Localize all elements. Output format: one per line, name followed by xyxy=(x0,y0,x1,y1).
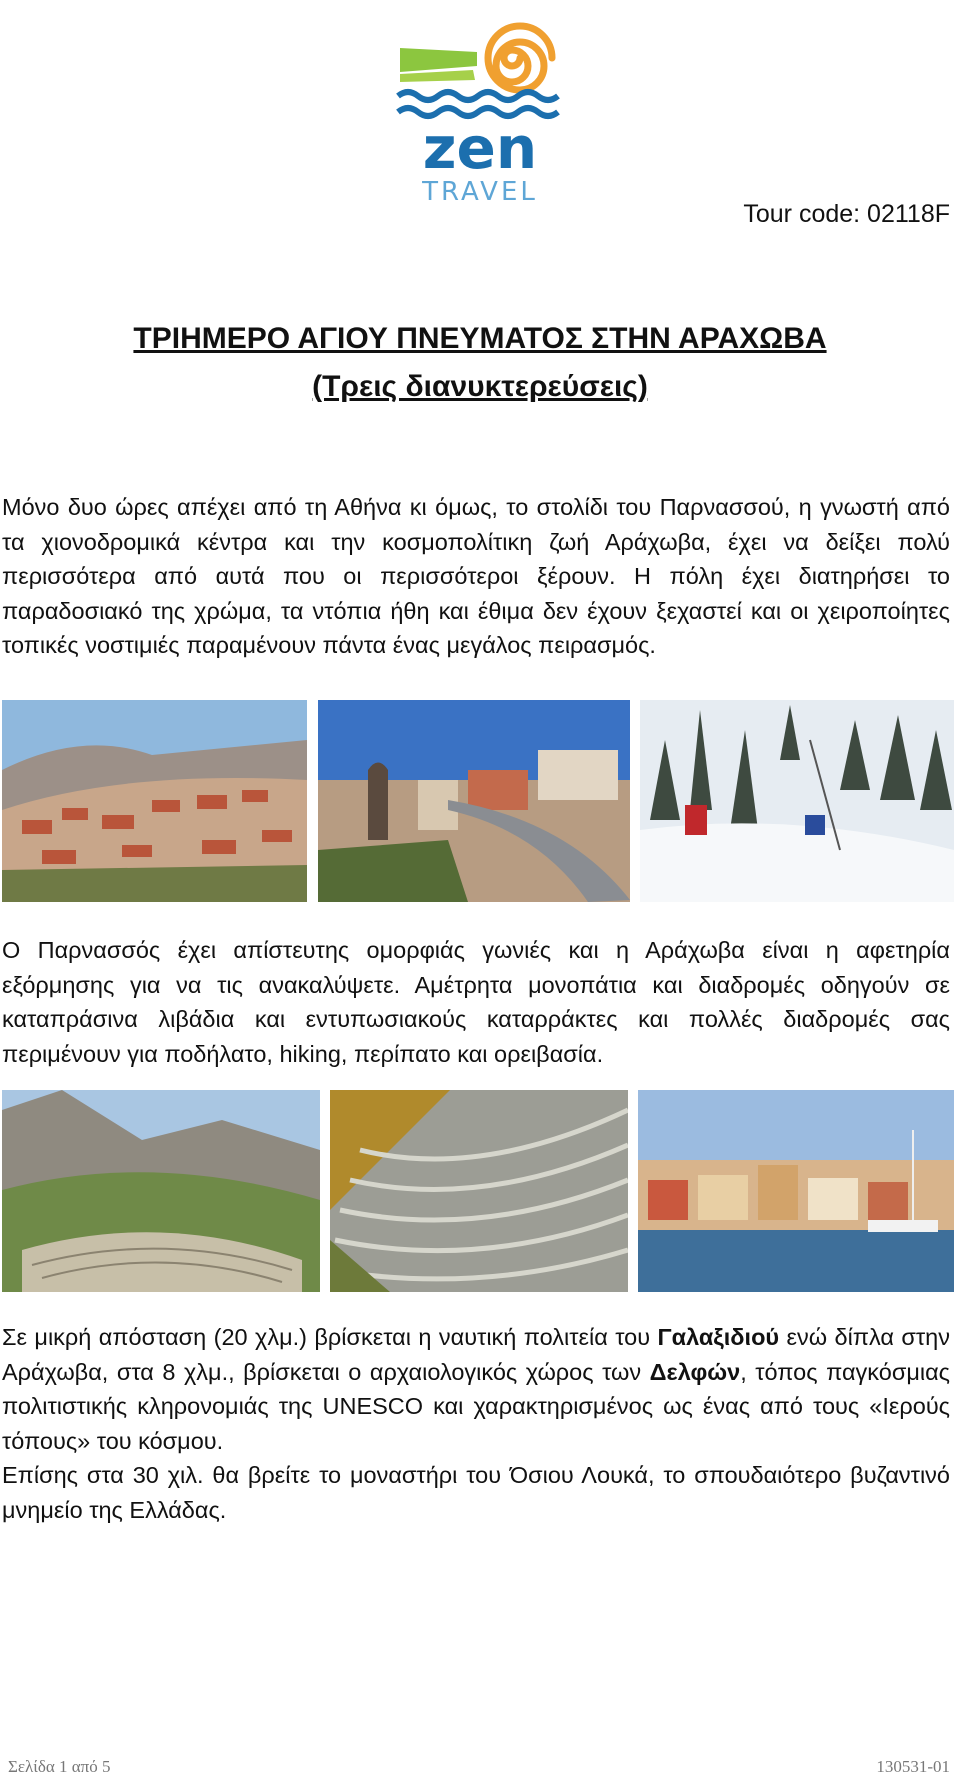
document-title: ΤΡΙΗΜΕΡΟ ΑΓΙΟΥ ΠΝΕΥΜΑΤΟΣ ΣΤΗΝ ΑΡΑΧΩΒΑ xyxy=(133,322,827,355)
parnassos-paragraph: Ο Παρνασσός έχει απίστευτης ομορφιάς γωνιές και η Αράχωβα είναι η αφετηρία εξόρμησης για να τις ανακαλύψετε. Αμέτρητα μονοπάτια και διαδρομές οδηγούν σε καταπράσινα λιβάδια και εντυπωσιακούς καταρράκτες και πολλές διαδρομές σας περιμένουν για ποδήλατο, hiking, περίπατο και ορειβασία. xyxy=(2,937,950,1067)
nearby-sites-paragraph xyxy=(2,1320,950,1527)
nearby-text-2: ενώ δίπλα στην Αράχωβα, στα 8 χλμ., βρίσκεται ο αρχαιολογικός χώρος των xyxy=(2,1324,950,1385)
delphi-photo xyxy=(2,1090,320,1292)
galaxidi-harbour-photo xyxy=(638,1090,954,1292)
tour-code: Tour code: 02118F xyxy=(743,200,950,228)
logo-wordmark: zen xyxy=(422,114,538,182)
arachova-town-photo xyxy=(2,700,307,902)
zen-travel-logo xyxy=(395,8,565,204)
ancient-theatre-photo xyxy=(330,1090,628,1292)
nearby-text-1: Σε μικρή απόσταση (20 χλμ.) βρίσκεται η ναυτική πολιτεία του xyxy=(2,1324,658,1350)
document-id: 130531-01 xyxy=(876,1757,950,1776)
nearby-text-3: , τόπος παγκόσμιας πολιτιστικής κληρονομιάς της UNESCO και χαρακτηρισμένος ως ένας από τους «Ιερούς τόπους» του κόσμου. xyxy=(2,1358,950,1454)
intro-paragraph: Μόνο δυο ώρες απέχει από τη Αθήνα κι όμως, το στολίδι του Παρνασσού, η γνωστή από τα χιονοδρομικά κέντρα και την κοσμοπολίτικη ζωή Αράχωβα, έχει να δείξει πολύ περισσότερα από αυτά που οι περισσότεροι ξέρουν. Η πόλη έχει διατηρήσει το παραδοσιακό της χρώμα, τα ντόπια ήθη και έθιμα δεν έχουν ξεχαστεί και οι χειροποίητες τοπικές νοστιμιές παραμένουν πάντα ένας μεγάλος πειρασμός. xyxy=(2,494,950,658)
arachova-clocktower-photo xyxy=(318,700,630,902)
document-subtitle: (Τρεις διανυκτερεύσεις) xyxy=(312,370,648,403)
galaxidi-highlight: Γαλαξιδιού xyxy=(657,1324,780,1350)
logo-subtext: TRAVEL xyxy=(422,177,538,204)
page-number: Σελίδα 1 από 5 xyxy=(8,1757,111,1776)
delphi-highlight: Δελφών xyxy=(649,1358,741,1385)
ski-lift-photo xyxy=(640,700,954,902)
osios-loukas-text: Επίσης στα 30 χιλ. θα βρείτε το μοναστήρι του Όσιου Λουκά, το σπουδαιότερο βυζαντινό μνημείο της Ελλάδας. xyxy=(2,1462,950,1523)
